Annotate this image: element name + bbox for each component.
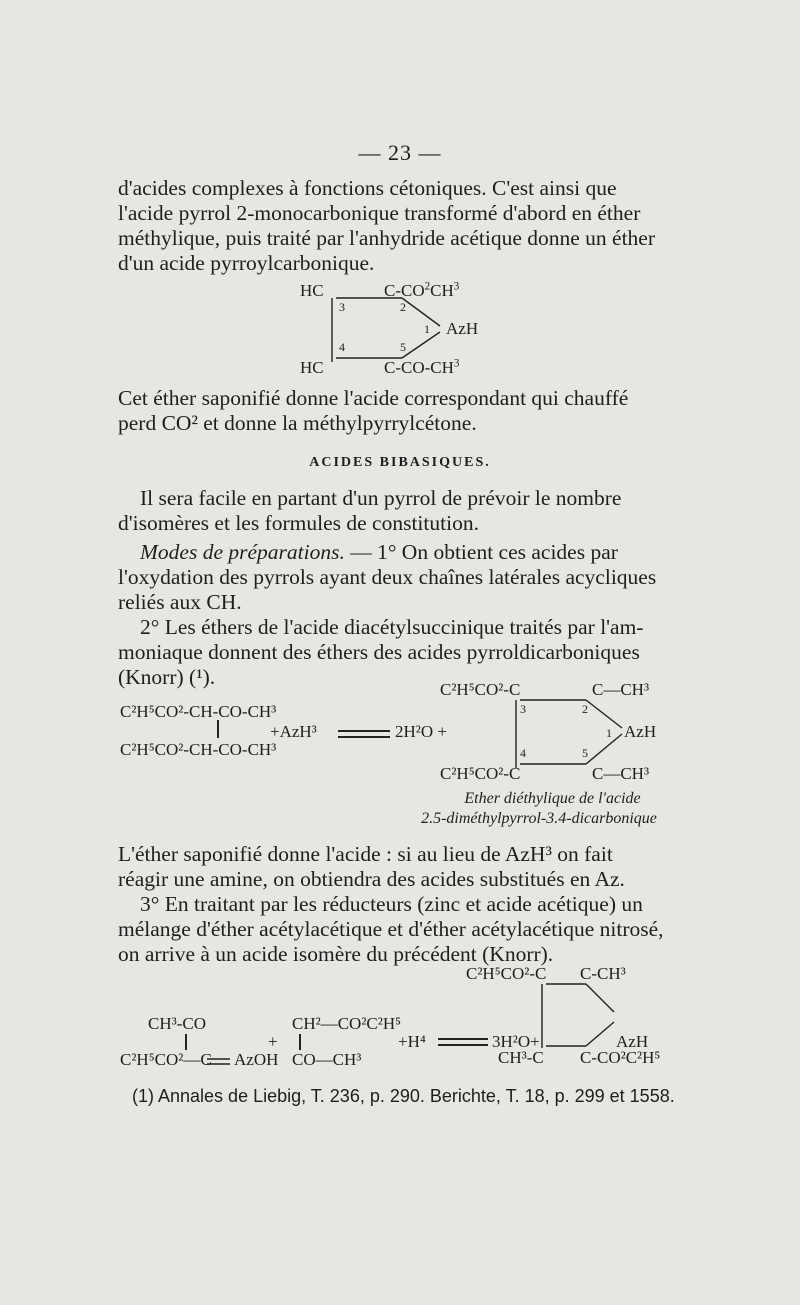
text-line: d'acides complexes à fonctions cétoniques. C'est ainsi que	[118, 176, 617, 200]
ring-bottom-right: C-CO²C²H⁵	[580, 1048, 661, 1067]
ring-number: 2	[400, 300, 406, 314]
text-line: on arrive à un acide isomère du précédent (Knorr).	[118, 942, 554, 966]
formula-c-top: $C-CO^2CH^3$	[384, 280, 460, 300]
italic-title: Modes de préparations.	[140, 540, 345, 564]
text-line: réagir une amine, on obtiendra des acides substitués en Az.	[118, 867, 625, 891]
footnote: (1) Annales de Liebig, T. 236, p. 290. Berichte, T. 18, p. 299 et 1558.	[132, 1086, 675, 1106]
caption-line-2: 2.5-diméthylpyrrol-3.4-dicarbonique	[421, 810, 657, 827]
text-line: mélange d'éther acétylacétique et d'éther acétylacétique nitrosé,	[118, 917, 664, 941]
section-heading: ACIDES BIBASIQUES.	[309, 455, 491, 470]
ring-bottom-left: CH³-C	[498, 1048, 544, 1067]
product-water: 2H²O +	[395, 722, 447, 741]
text-line: reliés aux CH.	[118, 590, 242, 614]
text-line: d'un acide pyrroylcarbonique.	[118, 251, 375, 275]
ring-number: 2	[582, 702, 588, 716]
reactant-bottom: C²H⁵CO²-CH-CO-CH³	[120, 740, 277, 759]
text-line: méthylique, puis traité par l'anhydride acétique donne un éther	[118, 226, 656, 250]
ring-edge-upper-right	[402, 298, 440, 326]
ring-number: 4	[339, 340, 345, 354]
reactant-b-top: CH²—CO²C²H⁵	[292, 1014, 402, 1033]
text-line: perd CO² et donne la méthylpyrrylcétone.	[118, 411, 477, 435]
text-line: Il sera facile en partant d'un pyrrol de prévoir le nombre	[140, 486, 622, 510]
ring-top-right: C-CH³	[580, 964, 626, 983]
ring-edge-lower-right	[586, 1022, 614, 1046]
text-line: l'oxydation des pyrrols ayant deux chaînes latérales acycliques	[118, 565, 657, 589]
ring-number: 3	[520, 702, 526, 716]
ring-azh: AzH	[624, 722, 657, 741]
text-line: l'acide pyrrol 2-monocarbonique transformé d'abord en éther	[118, 201, 641, 225]
ring-edge-lower-right	[402, 332, 440, 358]
formula-hc-top: HC	[300, 281, 324, 300]
text-line: (Knorr) (¹).	[118, 665, 216, 689]
ring-edge-lower-right	[586, 734, 622, 764]
ring-bottom-left: C²H⁵CO²-C	[440, 764, 521, 783]
ring-number: 3	[339, 300, 345, 314]
formula-hc-bottom: HC	[300, 358, 324, 377]
reactant-a-bottom: C²H⁵CO²—C	[120, 1050, 212, 1069]
text-line: Modes de préparations. — 1° On obtient ces acides par	[140, 540, 618, 564]
ring-number: 1	[606, 726, 612, 740]
ring-edge-upper-right	[586, 984, 614, 1012]
ring-bottom-right: C—CH³	[592, 764, 650, 783]
formula-c-bottom: $C-CO-CH^3$	[384, 357, 460, 377]
ring-top-left: C²H⁵CO²-C	[466, 964, 547, 983]
text-line: Cet éther saponifié donne l'acide correspondant qui chauffé	[118, 386, 629, 410]
reactant-a-top: CH³-CO	[148, 1014, 206, 1033]
reactant-b-bottom: CO—CH³	[292, 1050, 362, 1069]
text-line: 2° Les éthers de l'acide diacétylsuccinique traités par l'am-	[140, 615, 644, 639]
ring-top-left: C²H⁵CO²-C	[440, 680, 521, 699]
ring-top-right: C—CH³	[592, 680, 650, 699]
page-number: — 23 —	[358, 140, 442, 165]
ring-azh: AzH	[616, 1032, 649, 1051]
plus-hydrogen: +H⁴	[398, 1032, 426, 1051]
reactant-a-eq: AzOH	[234, 1050, 279, 1069]
product-water: 3H²O+	[492, 1032, 540, 1051]
ring-number: 5	[400, 340, 406, 354]
plus-sign: +	[268, 1032, 278, 1051]
ring-number: 5	[582, 746, 588, 760]
text-line: 3° En traitant par les réducteurs (zinc et acide acétique) un	[140, 892, 643, 916]
text-line: L'éther saponifié donne l'acide : si au lieu de AzH³ on fait	[118, 842, 613, 866]
ring-edge-upper-right	[586, 700, 622, 728]
text-line: moniaque donnent des éthers des acides pyrroldicarboniques	[118, 640, 640, 664]
text-line: d'isomères et les formules de constitution.	[118, 511, 479, 535]
reactant-top: C²H⁵CO²-CH-CO-CH³	[120, 702, 277, 721]
caption-line-1: Ether diéthylique de l'acide	[464, 790, 641, 807]
ring-number: 4	[520, 746, 526, 760]
ring-number: 1	[424, 322, 430, 336]
formula-azh: AzH	[446, 319, 479, 338]
reagent: +AzH³	[270, 722, 317, 741]
